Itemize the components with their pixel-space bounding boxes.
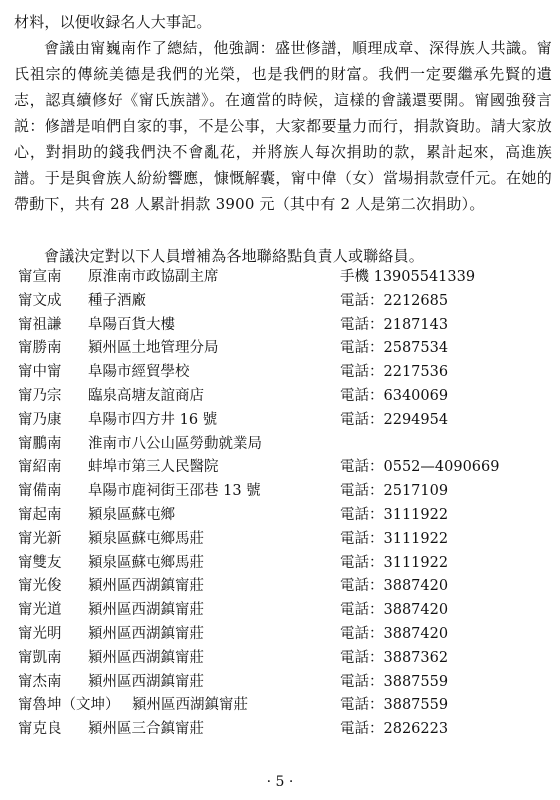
contact-phone: 電話：0552—4090669 [340, 459, 500, 476]
roster-row [14, 433, 552, 457]
contact-phone: 電話：6340069 [340, 387, 449, 404]
roster-row [14, 385, 552, 409]
contact-name: 甯杰南 [18, 673, 62, 690]
contact-organization: 蚌埠市第三人民醫院 [88, 459, 219, 476]
contact-name: 甯中甯 [18, 364, 62, 381]
contact-phone: 電話：2587534 [340, 340, 449, 357]
roster-row [14, 456, 552, 480]
contact-name: 甯宣南 [18, 269, 62, 285]
contact-phone: 電話：3111922 [340, 554, 449, 571]
contact-phone: 電話：2517109 [340, 483, 449, 500]
contact-phone: 手機 13905541339 [340, 269, 476, 285]
contact-phone: 電話：3111922 [340, 506, 449, 523]
contact-organization: 潁州區西湖鎮甯莊 [88, 578, 204, 595]
contact-name: 甯備南 [18, 483, 62, 500]
contact-name: 甯勝南 [18, 340, 62, 357]
contact-organization: 潁州區西湖鎮甯莊 [88, 649, 204, 666]
contact-organization: 原淮南市政協副主席 [88, 269, 219, 285]
contact-organization: 潁泉區蘇屯鄉馬莊 [88, 530, 204, 547]
contact-organization: 潁州區土地管理分局 [88, 340, 219, 357]
contact-phone: 電話：3887420 [340, 602, 449, 619]
roster-row [14, 694, 552, 718]
contact-phone: 電話：3887420 [340, 625, 449, 642]
roster-row [14, 314, 552, 338]
contact-name: 甯光新 [18, 530, 62, 547]
contact-name: 甯祖謙 [18, 316, 62, 333]
roster-row [14, 552, 552, 576]
contact-name: 甯乃康 [18, 411, 62, 428]
contact-name: 甯凱南 [18, 649, 62, 666]
contact-organization: 潁泉區蘇屯鄉 [88, 506, 175, 523]
roster-row [14, 290, 552, 314]
paragraph-decision: 會議決定對以下人員增補為各地聯絡點負責人或聯絡員。 [44, 247, 425, 265]
page-number: · 5 · [266, 774, 294, 790]
roster-row [14, 718, 552, 742]
contact-organization: 潁州區西湖鎮甯莊 [132, 697, 248, 714]
contact-phone: 電話：3887362 [340, 649, 449, 666]
contact-phone: 電話：2212685 [340, 292, 449, 309]
roster-row [14, 528, 552, 552]
contact-phone: 電話：3887559 [340, 697, 449, 714]
contact-name: 甯起南 [18, 506, 62, 523]
contact-name: 甯雙友 [18, 554, 62, 571]
contact-organization: 臨泉高塘友誼商店 [88, 387, 204, 404]
contact-name: 甯魯坤（文坤） [18, 697, 120, 714]
contact-name: 甯乃宗 [18, 387, 62, 404]
roster-row [14, 409, 552, 433]
paragraph-intro: 材料，以便收録名人大事記。 [14, 13, 212, 31]
roster-row [14, 671, 552, 695]
contact-organization: 潁州區西湖鎮甯莊 [88, 625, 204, 642]
contact-phone: 電話：2187143 [340, 316, 449, 333]
contact-organization: 潁州區三合鎮甯莊 [88, 721, 204, 738]
contact-organization: 阜陽市經貿學校 [88, 364, 190, 381]
contact-organization: 潁州區西湖鎮甯莊 [88, 602, 204, 619]
roster-row [14, 337, 552, 361]
contact-phone: 電話：3887559 [340, 673, 449, 690]
contact-name: 甯鵬南 [18, 435, 62, 452]
contact-roster [14, 266, 552, 742]
roster-row [14, 361, 552, 385]
paragraph-summary: 會議由甯巍南作了總結，他強調：盛世修譜，順理成章、深得族人共識。甯氏祖宗的傳統美德是我們的光榮，也是我們的財富。我們一定要繼承先賢的遺志，認真續修好《甯氏族譜》。在適當的時候，這樣的會議還要開。甯國強發言説：修譜是咱們自家的事，不是公事，大家都要量力而行，捐款資助。請大家放心，對捐助的錢我們決不會亂花，并將族人每次捐助的款，累計起來，高進族譜。于是與會族人紛紛響應，慷慨解囊，甯中偉（女）當場捐款壹仟元。在她的帶動下，共有 28 人累計捐款 3900 元（其中有 2 人是第二次捐助）。 [14, 39, 552, 213]
contact-organization: 潁州區西湖鎮甯莊 [88, 673, 204, 690]
contact-name: 甯光明 [18, 625, 62, 642]
contact-name: 甯克良 [18, 721, 62, 738]
roster-row [14, 266, 552, 290]
contact-name: 甯文成 [18, 292, 62, 309]
contact-organization: 淮南市八公山區勞動就業局 [88, 435, 262, 452]
roster-row [14, 623, 552, 647]
roster-row [14, 599, 552, 623]
roster-row [14, 504, 552, 528]
contact-phone: 電話：3111922 [340, 530, 449, 547]
contact-phone: 電話：2217536 [340, 364, 449, 381]
contact-organization: 阜陽市鹿祠街王邵巷 13 號 [88, 483, 261, 500]
roster-row [14, 575, 552, 599]
roster-row [14, 480, 552, 504]
contact-phone: 電話：2826223 [340, 721, 449, 738]
contact-organization: 阜陽市四方井 16 號 [88, 411, 218, 428]
contact-name: 甯光道 [18, 602, 62, 619]
contact-name: 甯光俊 [18, 578, 62, 595]
roster-row [14, 647, 552, 671]
contact-organization: 種子酒廠 [88, 292, 146, 309]
contact-phone: 電話：3887420 [340, 578, 449, 595]
contact-phone: 電話：2294954 [340, 411, 449, 428]
contact-organization: 潁泉區蘇屯鄉馬莊 [88, 554, 204, 571]
contact-organization: 阜陽百貨大樓 [88, 316, 175, 333]
contact-name: 甯紹南 [18, 459, 62, 476]
